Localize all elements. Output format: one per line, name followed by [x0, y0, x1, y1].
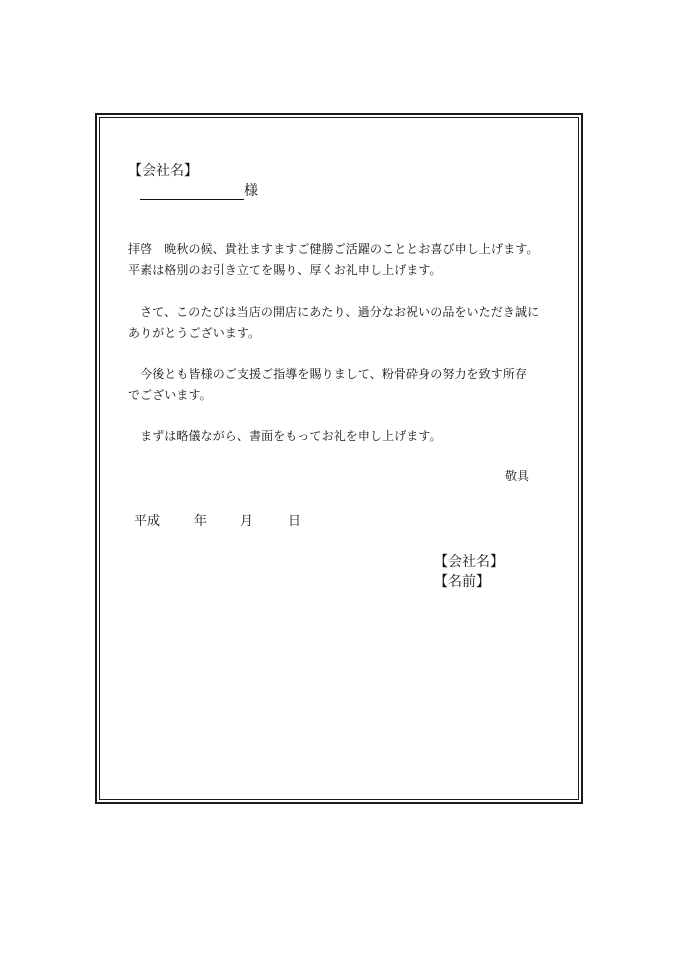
letter-date [134, 510, 301, 529]
paragraph-line: まずは略儀ながら、書面をもってお礼を申し上げます。 [128, 429, 442, 443]
date-day: 日 [288, 514, 302, 529]
recipient-blank-line [140, 185, 244, 200]
paragraph-line: ありがとうございます。 [128, 326, 261, 340]
recipient-company: 【会社名】 [128, 163, 198, 179]
recipient-name-line [140, 180, 258, 200]
letter-border [95, 113, 583, 804]
paragraph-line: でございます。 [128, 388, 212, 402]
sender-name: 【名前】 [434, 574, 490, 590]
recipient-honorific: 様 [244, 183, 258, 199]
date-year: 年 [194, 514, 208, 529]
paragraph-thanks [128, 302, 539, 344]
paragraph-line: 今後とも皆様のご支援ご指導を賜りまして、粉骨砕身の努力を致す所存 [128, 367, 528, 381]
paragraph-line: 平素は格別のお引き立てを賜り、厚くお礼申し上げます。 [128, 263, 442, 277]
paragraph-line: さて、このたびは当店の開店にあたり、過分なお祝いの品をいただき誠に [128, 305, 540, 319]
date-era: 平成 [134, 514, 161, 529]
closing-salutation: 敬具 [505, 469, 530, 483]
paragraph-greeting [128, 239, 538, 281]
letter-inner-border [99, 117, 579, 800]
paragraph-line: 拝啓 晩秋の候、貴社ますますご健勝ご活躍のこととお喜び申し上げます。 [128, 242, 539, 256]
paragraph-commitment [128, 364, 527, 406]
paragraph-closing-remark [128, 426, 442, 447]
date-month: 月 [240, 514, 254, 529]
sender-company: 【会社名】 [434, 554, 504, 570]
